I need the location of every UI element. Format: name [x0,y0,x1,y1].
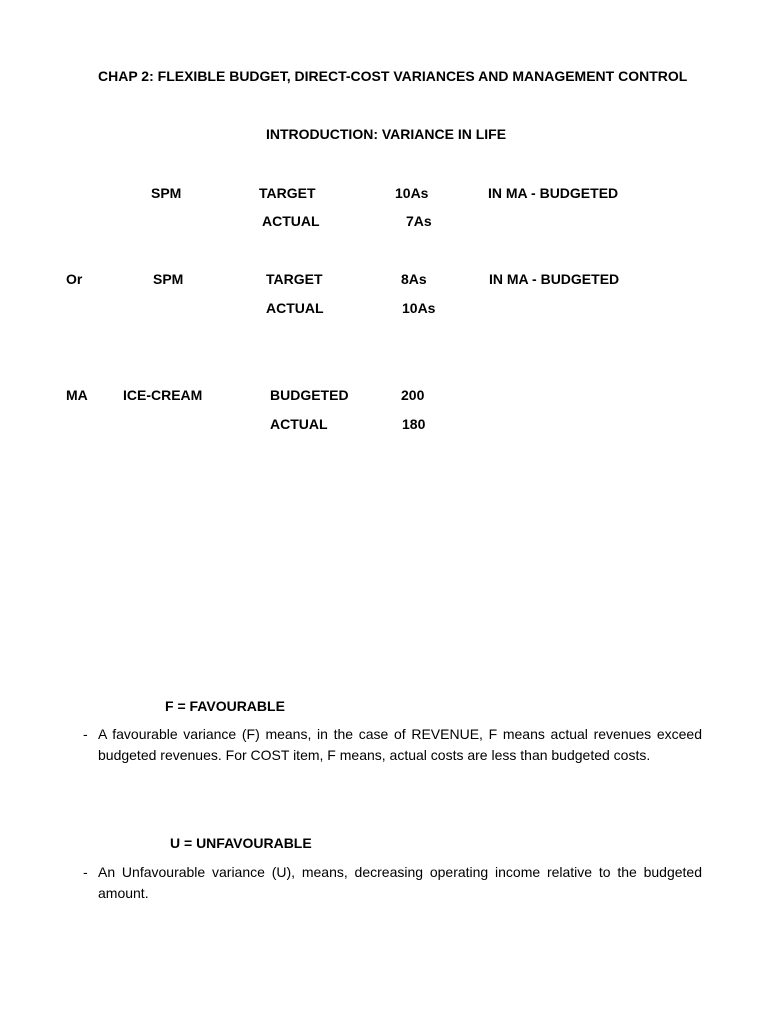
example-3-budgeted-value: 200 [401,387,425,403]
example-3-subject: ICE-CREAM [123,387,203,403]
example-3-budgeted-label: BUDGETED [270,387,349,403]
example-1-note: IN MA - BUDGETED [488,185,619,201]
page-title: CHAP 2: FLEXIBLE BUDGET, DIRECT-COST VARIANCES AND MANAGEMENT CONTROL [98,68,688,84]
example-2-target-value: 8As [401,271,427,287]
example-2-actual-label: ACTUAL [266,300,324,316]
example-1-target-value: 10As [395,185,429,201]
example-1-target-label: TARGET [259,185,316,201]
unfavourable-heading: U = UNFAVOURABLE [170,835,312,851]
example-2-note: IN MA - BUDGETED [489,271,620,287]
favourable-bullet: - [83,726,88,742]
favourable-text: A favourable variance (F) means, in the case of REVENUE, F means actual revenues exceed budgeted revenues. For COST item, F means, actual costs are less than budgeted costs. [98,726,702,763]
favourable-heading: F = FAVOURABLE [165,698,285,714]
example-3-actual-value: 180 [402,416,426,432]
example-3-actual-label: ACTUAL [270,416,328,432]
example-3-prefix: MA [66,387,88,403]
example-1-actual-value: 7As [406,213,432,229]
example-2-target-label: TARGET [266,271,323,287]
example-1-actual-label: ACTUAL [262,213,320,229]
intro-heading: INTRODUCTION: VARIANCE IN LIFE [266,126,507,142]
example-2-subject: SPM [153,271,184,287]
example-2-prefix: Or [66,271,83,287]
unfavourable-bullet: - [83,864,88,880]
example-1-subject: SPM [151,185,182,201]
example-2-actual-value: 10As [402,300,436,316]
unfavourable-text: An Unfavourable variance (U), means, decreasing operating income relative to the budgeted amount. [98,864,702,901]
